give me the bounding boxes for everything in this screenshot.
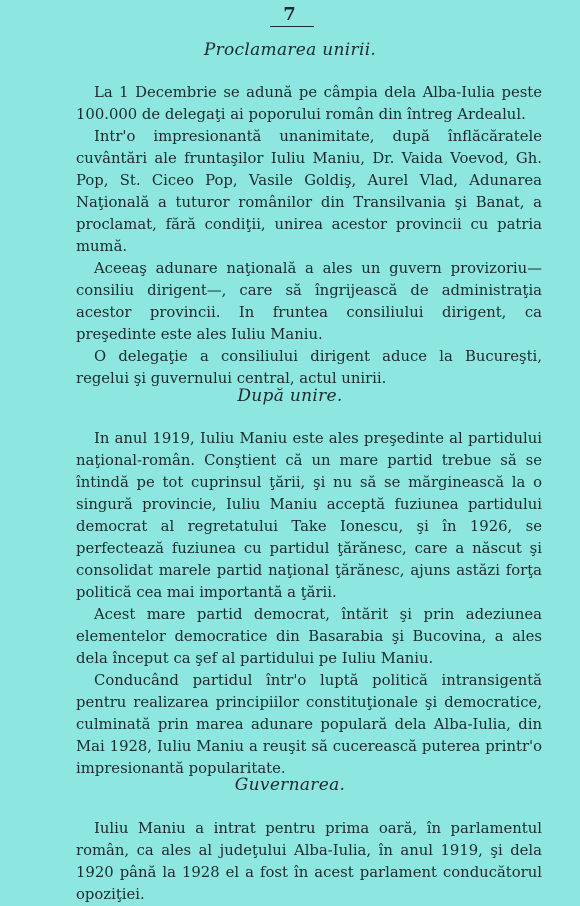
page-number: 7 xyxy=(283,4,297,25)
paragraph: Iuliu Maniu a intrat pentru prima oară, în parlamentul român, ca ales al judeţului Alba-Iulia, în anul 1919, şi dela 1920 până la 1928 el a fost în acest parlament conducătorul opoziţiei. xyxy=(76,820,542,903)
paragraph: In anul 1919, Iuliu Maniu este ales preşedinte al partidului naţional-român. Conştient că un mare partid trebue să se întindă pe tot cuprinsul ţării, şi nu să se mărginească la o singură provincie, Iuliu Maniu acceptă fuziunea partidului democrat al regretatului Take Ionescu, şi în 1926, se perfectează fuziunea cu partidul ţărănesc, care a născut şi consolidat marele partid naţional ţărănesc, ajuns astăzi forţa politică cea mai importantă a ţării. xyxy=(76,430,542,601)
paragraph: Acest mare partid democrat, întărit şi prin adeziunea elementelor democratice din Basarabia şi Bucovina, a ales dela început ca şef al partidului pe Iuliu Maniu. xyxy=(76,606,542,667)
paragraph: O delegaţie a consiliului dirigent aduce la Bucureşti, regelui şi guvernului central, actul unirii. xyxy=(76,348,542,387)
section-body-proclamarea xyxy=(76,82,542,390)
paragraph: Conducând partidul într'o luptă politică intransigentă pentru realizarea principiilor constituţionale şi democratice, culminată prin marea adunare populară dela Alba-Iulia, din Mai 1928, Iuliu Maniu a reuşit să cucerească puterea printr'o impresionantă popularitate. xyxy=(76,672,542,777)
section-title-guvernarea: Guvernarea. xyxy=(234,775,346,795)
paragraph: Intr'o impresionantă unanimitate, după înflăcăratele cuvântări ale fruntaşilor Iuliu Maniu, Dr. Vaida Voevod, Gh. Pop, St. Ciceo Pop, Vasile Goldiş, Aurel Vlad, Adunarea Naţională a tuturor românilor din Transilvania şi Banat, a proclamat, fără condiţii, unirea acestor provincii cu patria mumă. xyxy=(76,128,542,255)
section-title-proclamarea: Proclamarea unirii. xyxy=(203,40,377,60)
section-body-dupa-unire xyxy=(76,428,542,780)
section-body-guvernarea xyxy=(76,818,542,906)
page-number-underline xyxy=(270,26,314,27)
section-title-dupa-unire: După unire. xyxy=(237,386,343,406)
paragraph: Aceeaş adunare naţională a ales un guvern provizoriu—consiliu dirigent—, care să îngrijească de administraţia acestor provincii. In fruntea consiliului dirigent, ca preşedinte este ales Iuliu Maniu. xyxy=(76,260,542,343)
paragraph: La 1 Decembrie se adună pe câmpia dela Alba-Iulia peste 100.000 de delegaţi ai poporului român din întreg Ardealul. xyxy=(76,84,542,123)
